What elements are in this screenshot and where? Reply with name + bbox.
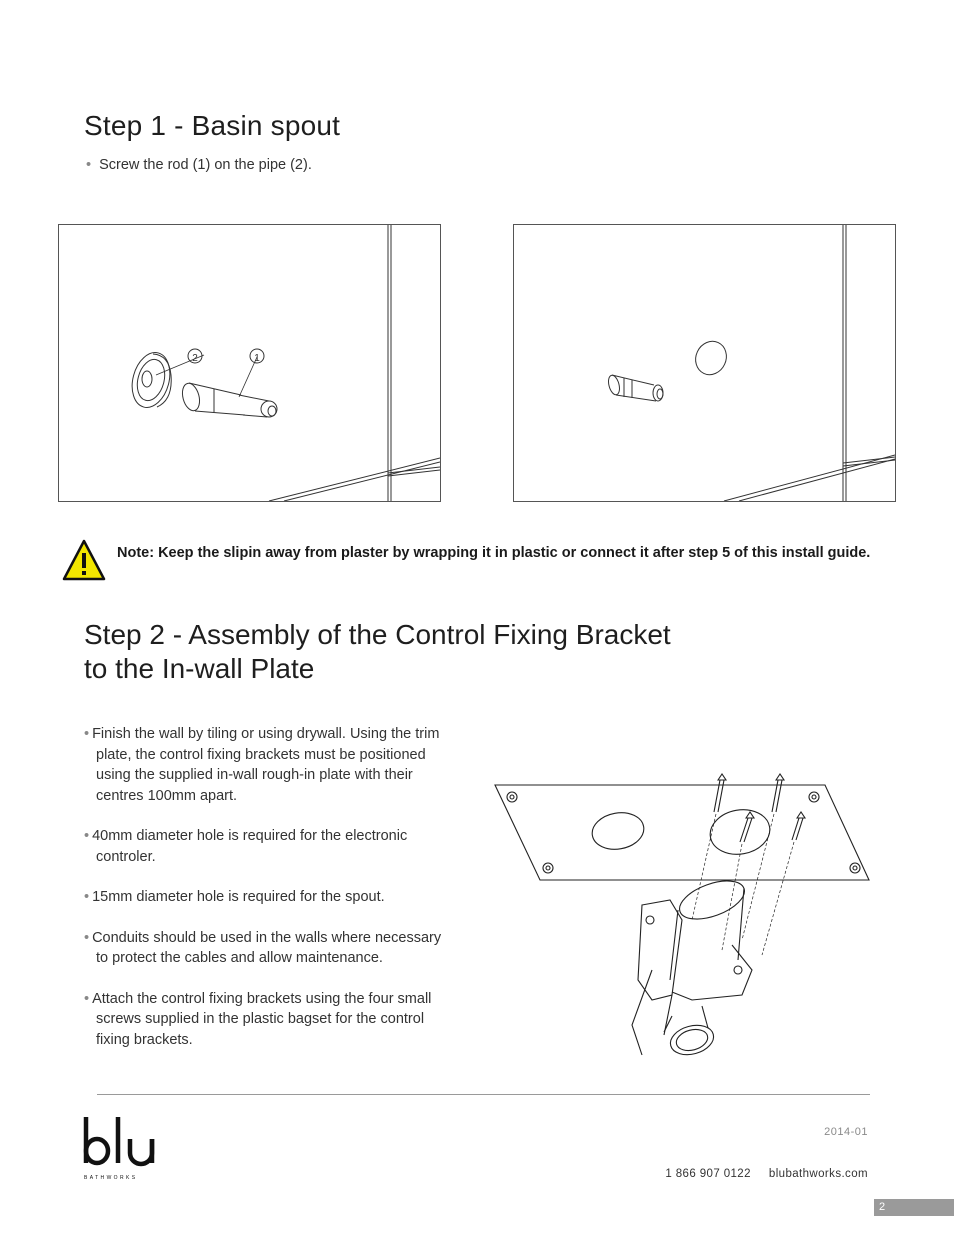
page-number-badge: 2: [874, 1199, 954, 1216]
callout-1: 1: [254, 353, 260, 364]
document-date: 2014-01: [824, 1126, 868, 1138]
bullet-text: Finish the wall by tiling or using drywall. Using the trim plate, the control fixing brackets must be positioned using the supplied in-wall rough-in plate with their centres 100mm apart.: [92, 726, 440, 804]
bullet-text: Conduits should be used in the walls where necessary to protect the cables and allow maintenance.: [92, 929, 442, 966]
list-item: • Conduits should be used in the walls where necessary to protect the cables and allow maintenance.: [84, 929, 442, 966]
phone-number: 1 866 907 0122: [665, 1168, 751, 1180]
bracket-assembly-drawing: [492, 770, 872, 1060]
bullet-text: 15mm diameter hole is required for the spout.: [92, 889, 385, 905]
step1-title: Step 1 - Basin spout: [84, 110, 341, 141]
rod-pipe-drawing: [59, 225, 440, 501]
step1-bullet: [86, 157, 312, 173]
list-item: • Finish the wall by tiling or using drywall. Using the trim plate, the control fixing brackets must be positioned using the supplied in-wall rough-in plate with their centres 100mm apart.: [84, 726, 440, 804]
callout-2: 2: [192, 353, 198, 364]
step2-title: [84, 618, 724, 686]
step2-title-line1: Step 2 - Assembly of the Control Fixing Bracket: [84, 619, 671, 650]
bullet-text: Attach the control fixing brackets using the four small screws supplied in the plastic bagset for the control fixing brackets.: [92, 990, 432, 1048]
footer-contact: [665, 1168, 868, 1180]
footer-divider: [97, 1094, 870, 1095]
step2-bullet-list: [84, 724, 444, 1070]
bullet-dot: •: [86, 157, 92, 173]
rod-assembled-drawing: [514, 225, 895, 501]
website-link[interactable]: blubathworks.com: [768, 1168, 868, 1180]
list-item: • Attach the control fixing brackets using the four small screws supplied in the plastic bagset for the control fixing brackets.: [84, 990, 432, 1048]
figure-rod-and-pipe: [58, 224, 441, 502]
blu-logo: [82, 1113, 164, 1183]
logo-subtext: BATHWORKS: [84, 1175, 138, 1181]
note-text: Note: Keep the slipin away from plaster by wrapping it in plastic or connect it after step 5 of this install guide.: [117, 545, 871, 561]
warning-triangle-icon: [62, 539, 106, 581]
list-item: • 40mm diameter hole is required for the electronic controler.: [84, 828, 408, 865]
list-item: • 15mm diameter hole is required for the spout.: [84, 889, 385, 905]
figure-rod-assembled: [513, 224, 896, 502]
step2-title-line2: to the In-wall Plate: [84, 653, 315, 684]
bullet-text: 40mm diameter hole is required for the electronic controler.: [92, 828, 408, 865]
step1-bullet-text: Screw the rod (1) on the pipe (2).: [99, 157, 312, 173]
